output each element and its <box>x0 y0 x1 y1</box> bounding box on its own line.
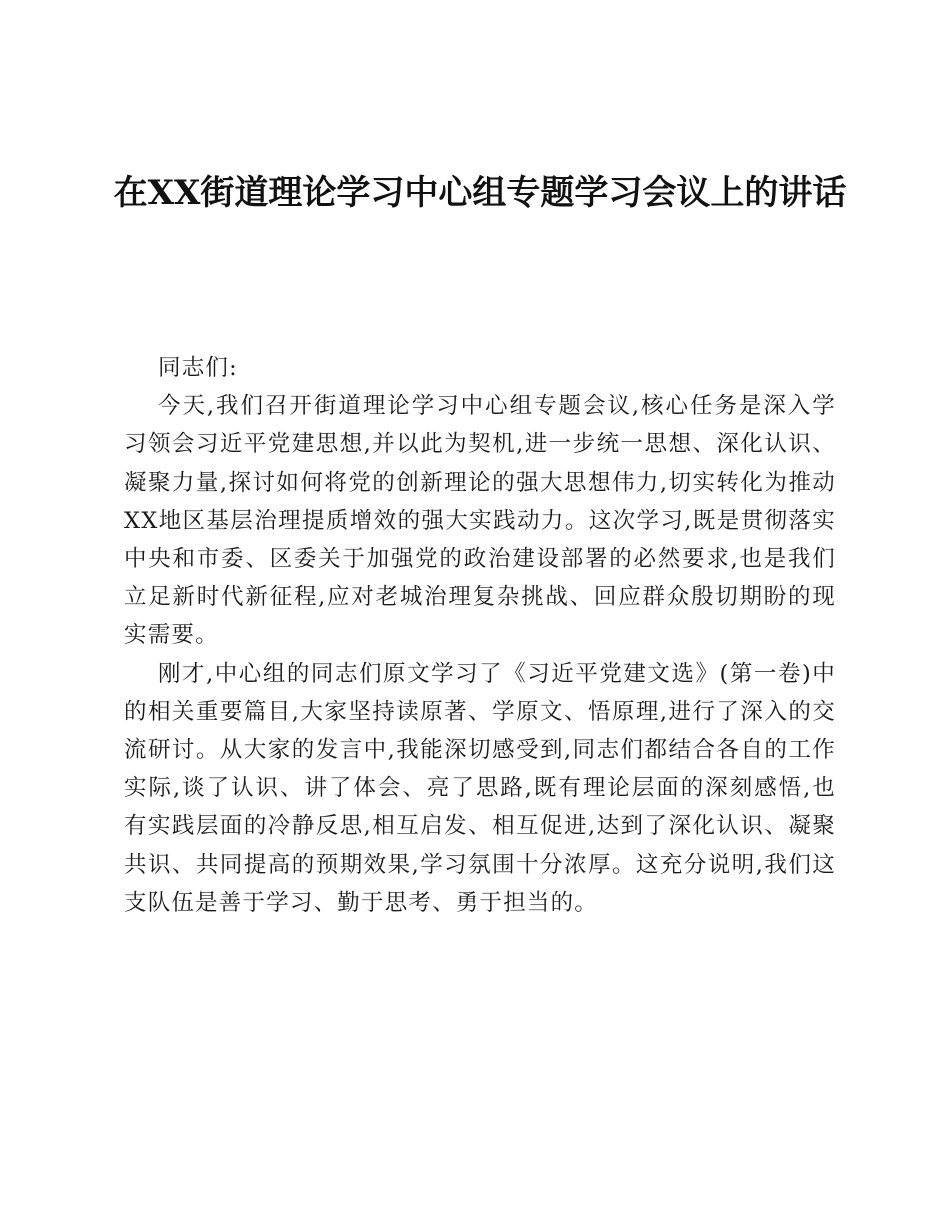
paragraph-2: 刚才,中心组的同志们原文学习了《习近平党建文选》(第一卷)中的相关重要篇目,大家坚持读原著、学原文、悟原理,进行了深入的交流研讨。从大家的发言中,我能深切感受到,同志们都结合各自的工作实际,谈了认识、讲了体会、亮了思路,既有理论层面的深刻感悟,也有实践层面的冷静反思,相互启发、相互促进,达到了深化认识、凝聚共识、共同提高的预期效果,学习氛围十分浓厚。这充分说明,我们这支队伍是善于学习、勤于思考、勇于担当的。 <box>124 660 836 916</box>
salutation: 同志们: <box>158 355 238 381</box>
paragraph-1: 今天,我们召开街道理论学习中心组专题会议,核心任务是深入学习领会习近平党建思想,并以此为契机,进一步统一思想、深化认识、凝聚力量,探讨如何将党的创新理论的强大思想伟力,切实转化为推动XX地区基层治理提质增效的强大实践动力。这次学习,既是贯彻落实中央和市委、区委关于加强党的政治建设部署的必然要求,也是我们立足新时代新征程,应对老城治理复杂挑战、回应群众殷切期盼的现实需要。 <box>124 393 836 649</box>
document-title: 在XX街道理论学习中心组专题学习会议上的讲话 <box>113 173 847 213</box>
document-body <box>124 349 836 922</box>
